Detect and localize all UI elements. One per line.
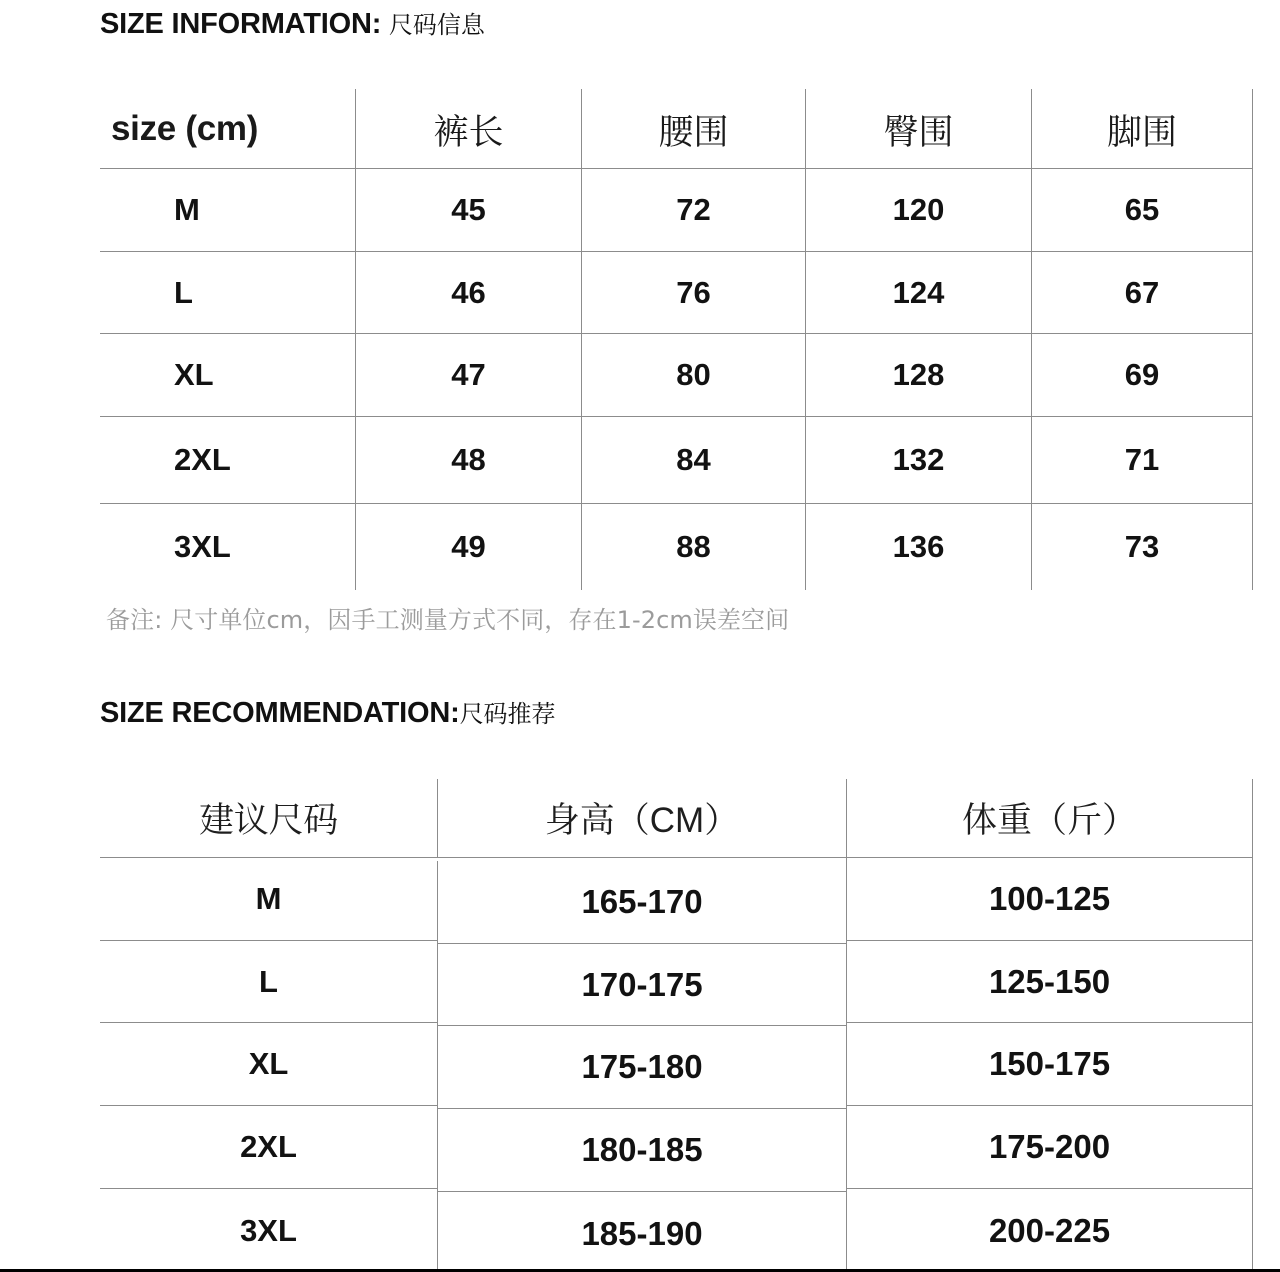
height-range-value: 180-185 xyxy=(437,1109,846,1192)
measurement-value: 88 xyxy=(581,504,805,590)
measurement-value: 47 xyxy=(355,334,581,417)
size-information-heading-cn: 尺码信息 xyxy=(381,11,485,39)
measurement-note: 备注: 尺寸单位cm，因手工测量方式不同，存在1-2cm误差空间 xyxy=(106,606,790,634)
size-recommendation-table xyxy=(100,779,1253,1272)
height-range-value: 165-170 xyxy=(437,861,846,944)
measurement-value: 132 xyxy=(805,417,1031,504)
size-recommendation-heading-cn: 尺码推荐 xyxy=(459,700,556,728)
measurement-column-header: 脚围 xyxy=(1031,89,1253,169)
height-range-value: 185-190 xyxy=(437,1192,846,1272)
height-column-header: 身高（CM） xyxy=(437,779,846,858)
measurement-column-header: 裤长 xyxy=(355,89,581,169)
height-range-value: 175-180 xyxy=(437,1026,846,1109)
size-information-heading-en: SIZE INFORMATION: xyxy=(100,8,382,40)
measurement-value: 72 xyxy=(581,169,805,252)
measurement-column-header: 臀围 xyxy=(805,89,1031,169)
size-row-label: 2XL xyxy=(100,417,355,504)
weight-range-value: 175-200 xyxy=(846,1106,1253,1189)
measurement-value: 67 xyxy=(1031,252,1253,334)
weight-range-value: 100-125 xyxy=(846,858,1253,941)
recommended-size-value: L xyxy=(100,941,437,1023)
weight-column-header: 体重（斤） xyxy=(846,779,1253,858)
measurement-value: 71 xyxy=(1031,417,1253,504)
measurement-value: 120 xyxy=(805,169,1031,252)
recommended-size-value: 2XL xyxy=(100,1106,437,1189)
measurement-value: 73 xyxy=(1031,504,1253,590)
recommended-size-header: 建议尺码 xyxy=(100,779,437,858)
measurement-value: 76 xyxy=(581,252,805,334)
weight-range-value: 200-225 xyxy=(846,1189,1253,1272)
measurement-value: 48 xyxy=(355,417,581,504)
measurement-column-header: 腰围 xyxy=(581,89,805,169)
size-information-table xyxy=(100,89,1253,590)
size-information-heading xyxy=(100,5,485,41)
recommended-size-value: 3XL xyxy=(240,1212,297,1248)
measurement-value: 128 xyxy=(805,334,1031,417)
measurement-value: 84 xyxy=(581,417,805,504)
measurement-value: 49 xyxy=(355,504,581,590)
measurement-value: 45 xyxy=(355,169,581,252)
recommended-size-value: M xyxy=(100,858,437,941)
size-recommendation-heading-en: SIZE RECOMMENDATION: xyxy=(100,697,460,729)
size-row-label: L xyxy=(100,252,355,334)
weight-range-value: 125-150 xyxy=(846,941,1253,1023)
measurement-value: 80 xyxy=(581,334,805,417)
size-row-label: XL xyxy=(100,334,355,417)
size-row-label: M xyxy=(100,169,355,252)
measurement-value: 65 xyxy=(1031,169,1253,252)
weight-range-value: 150-175 xyxy=(846,1023,1253,1106)
size-recommendation-grid xyxy=(100,779,1253,1272)
measurement-value: 69 xyxy=(1031,334,1253,417)
size-column-header: size (cm) xyxy=(100,89,355,169)
measurement-value: 46 xyxy=(355,252,581,334)
height-range-value: 170-175 xyxy=(437,944,846,1026)
recommended-size-value: XL xyxy=(100,1023,437,1106)
measurement-value: 136 xyxy=(805,504,1031,590)
measurement-value: 124 xyxy=(805,252,1031,334)
size-information-grid xyxy=(100,89,1253,590)
size-row-label: 3XL xyxy=(174,529,231,564)
size-recommendation-heading xyxy=(100,694,556,730)
